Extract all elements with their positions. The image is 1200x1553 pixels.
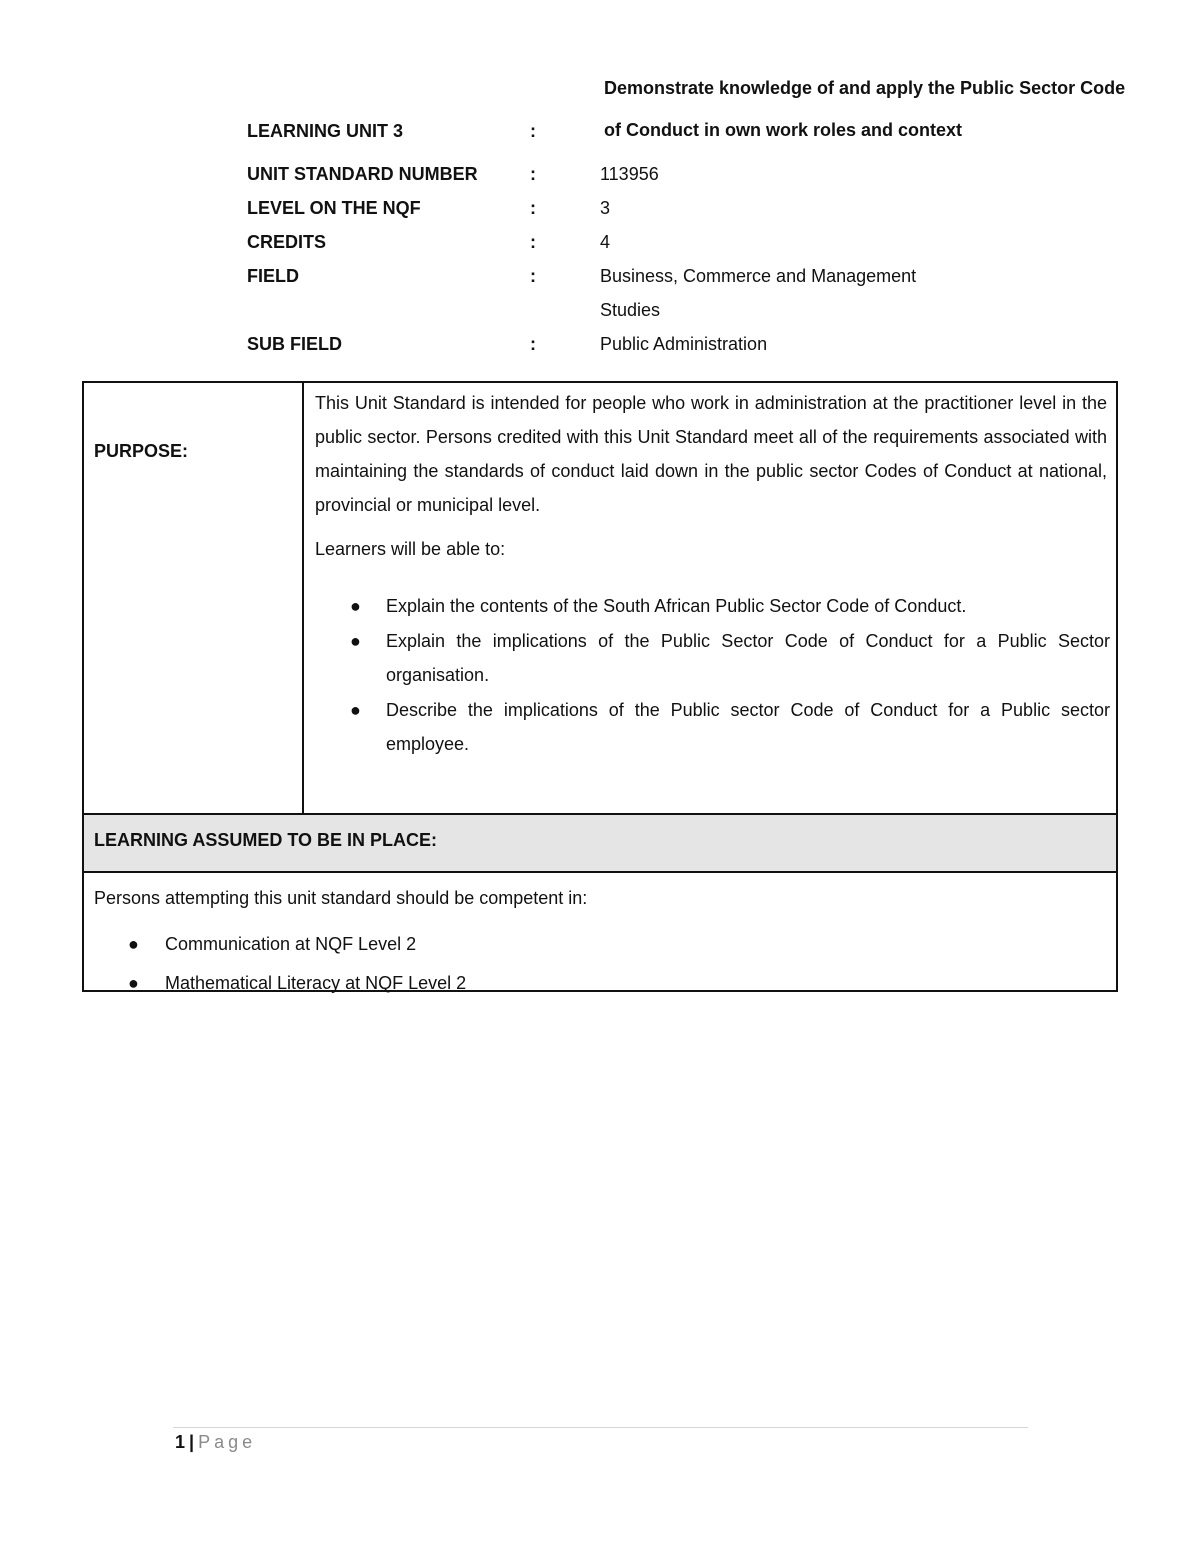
list-item <box>304 624 1110 693</box>
unit-standard-number-label: UNIT STANDARD NUMBER <box>247 164 478 184</box>
unit-standard-number-value: 113956 <box>600 164 659 184</box>
list-item <box>304 589 1110 624</box>
outcome-text: Explain the implications of the Public Sector Code of Conduct for a Public Sector organisation. <box>386 630 1110 685</box>
learners-intro: Learners will be able to: <box>315 539 506 559</box>
unit-standard-number-colon: : <box>530 164 536 184</box>
page-footer <box>175 1432 256 1453</box>
sub-field-colon: : <box>530 334 536 354</box>
list-item <box>304 693 1110 762</box>
credits-colon: : <box>530 232 536 252</box>
outcome-list <box>304 589 1110 762</box>
nqf-level-label: LEVEL ON THE NQF <box>247 198 421 218</box>
purpose-text: This Unit Standard is intended for people who work in administration at the practitioner level in the public sector. Persons credited with this Unit Standard meet all of the requirements associated with maintaining the standards of conduct laid down in the public sector Codes of Conduct at national, provincial or municipal level. <box>315 393 1107 515</box>
prerequisite-text: Mathematical Literacy at NQF Level 2 <box>165 973 467 993</box>
unit-standard-table <box>82 381 1118 992</box>
field-colon: : <box>530 266 536 286</box>
purpose-content-cell <box>304 383 1116 813</box>
bullet-icon: ● <box>128 934 139 954</box>
learning-unit-label: LEARNING UNIT 3 <box>247 121 404 141</box>
bullet-icon: ● <box>128 973 139 993</box>
learning-unit-colon: : <box>530 121 536 141</box>
assumed-learning-header <box>84 813 1116 873</box>
field-label: FIELD <box>247 266 299 286</box>
assumed-learning-title: LEARNING ASSUMED TO BE IN PLACE: <box>94 830 438 850</box>
prerequisite-list <box>84 925 466 1003</box>
bullet-icon: ● <box>350 596 361 616</box>
page-number: 1 <box>175 1432 186 1452</box>
bullet-icon: ● <box>350 630 361 651</box>
list-item <box>84 964 466 1003</box>
credits-label: CREDITS <box>247 232 327 252</box>
unit-title-line-1: Demonstrate knowledge of and apply the Public Sector Code <box>604 78 1126 98</box>
outcome-text: Explain the contents of the South African Public Sector Code of Conduct. <box>386 596 967 616</box>
page-separator: | <box>189 1432 195 1452</box>
field-value: Business, Commerce and Management <box>600 266 917 286</box>
sub-field-value: Public Administration <box>600 334 768 354</box>
assumed-learning-body <box>84 873 1116 993</box>
bullet-icon: ● <box>350 699 361 720</box>
assumed-learning-intro: Persons attempting this unit standard should be competent in: <box>94 888 588 908</box>
sub-field-label: SUB FIELD <box>247 334 343 354</box>
list-item <box>84 925 466 964</box>
credits-value: 4 <box>600 232 611 252</box>
unit-title-line-2: of Conduct in own work roles and context <box>604 120 963 140</box>
outcome-text: Describe the implications of the Public sector Code of Conduct for a Public sector employee. <box>386 699 1110 754</box>
nqf-level-colon: : <box>530 198 536 218</box>
nqf-level-value: 3 <box>600 198 611 218</box>
prerequisite-text: Communication at NQF Level 2 <box>165 934 417 954</box>
field-value-continued: Studies <box>600 300 661 320</box>
footer-divider <box>173 1427 1028 1428</box>
purpose-label: PURPOSE: <box>94 441 189 461</box>
page-label: Page <box>198 1432 257 1452</box>
purpose-label-cell <box>84 383 304 813</box>
